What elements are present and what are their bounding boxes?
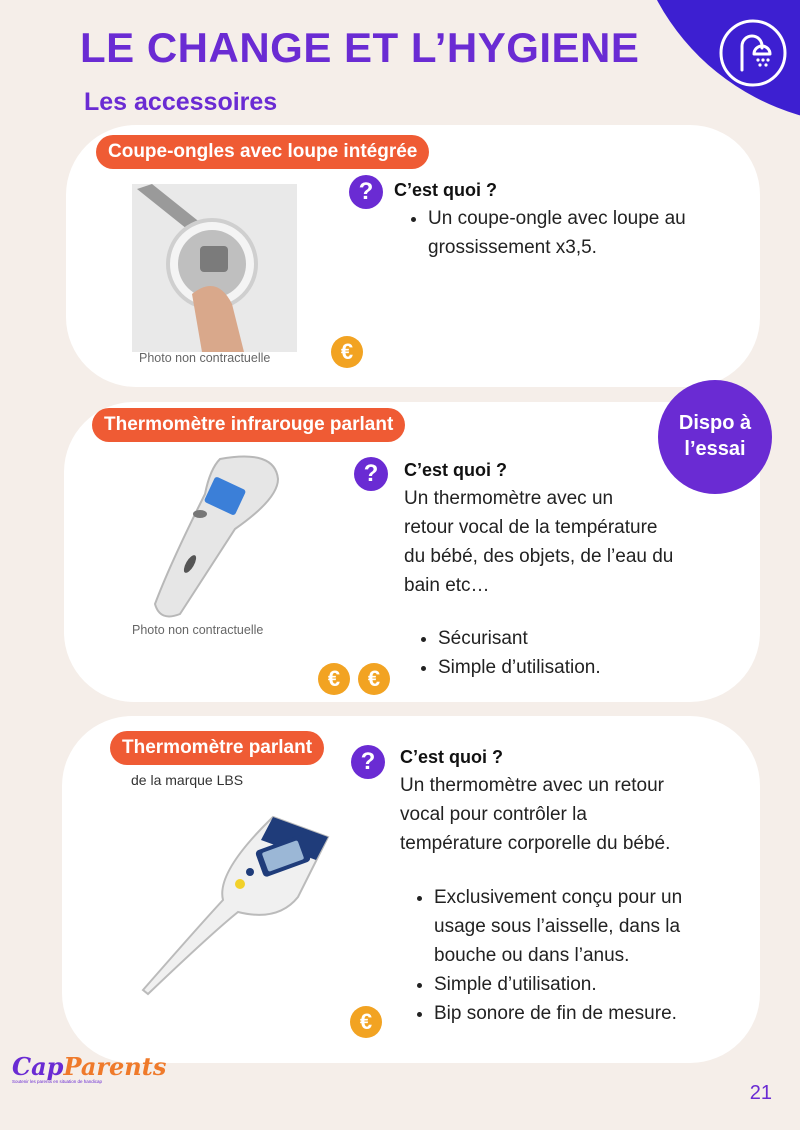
product-label: Coupe-ongles avec loupe intégrée [96,135,429,169]
product-label: Thermomètre infrarouge parlant [92,408,405,442]
euro-icon: € [350,1006,382,1038]
product-label: Thermomètre parlant [110,731,324,765]
question-icon: ? [349,175,383,209]
euro-icon: € [358,663,390,695]
description-line: Un thermomètre avec un retour [400,775,665,796]
bullet-list [408,883,739,1028]
nail-clipper-photo [132,184,297,357]
description-line: bain etc… [404,575,490,596]
page-title: LE CHANGE ET L’HYGIENE [80,24,640,71]
question-title: C’est quoi ? [394,180,497,200]
lbs-thermometer-photo [138,812,333,1009]
description-line: vocal pour contrôler la [400,804,587,825]
description-line: température corporelle du bébé. [400,833,671,854]
shower-icon [718,18,788,88]
list-item: • Sécurisant [438,624,738,653]
page-number: 21 [749,1082,772,1104]
trial-badge: Dispo à l’essai [658,380,772,494]
list-item: • Simple d’utilisation. [434,970,739,999]
description-line: retour vocal de la température [404,517,658,538]
list-item: • Exclusivement conçu pour un usage sous l’aisselle, dans la bouche ou dans l’anus. [434,883,739,970]
question-title: C’est quoi ? [400,747,503,767]
brand-caption: de la marque LBS [131,772,244,788]
list-item: • Simple d’utilisation. [438,653,738,682]
list-item: • Bip sonore de fin de mesure. [434,999,739,1028]
capparents-logo: CapParents Soutenir les parents en situation de handicap [12,1052,167,1084]
description-line: Un thermomètre avec un [404,488,614,509]
question-icon: ? [354,457,388,491]
euro-icon: € [331,336,363,368]
bullet-list [412,624,738,682]
description-line: du bébé, des objets, de l’eau du [404,546,674,567]
bullet-list [402,204,758,262]
question-title: C’est quoi ? [404,460,507,480]
list-item: • Un coupe-ongle avec loupe au grossissement x3,5. [428,204,758,262]
euro-icon: € [318,663,350,695]
photo-caption: Photo non contractuelle [139,351,271,365]
logo-tagline: Soutenir les parents en situation de handicap [12,1079,103,1084]
page-subtitle: Les accessoires [84,88,278,116]
question-icon: ? [351,745,385,779]
infrared-thermometer-photo [150,454,285,624]
photo-caption: Photo non contractuelle [132,623,264,637]
